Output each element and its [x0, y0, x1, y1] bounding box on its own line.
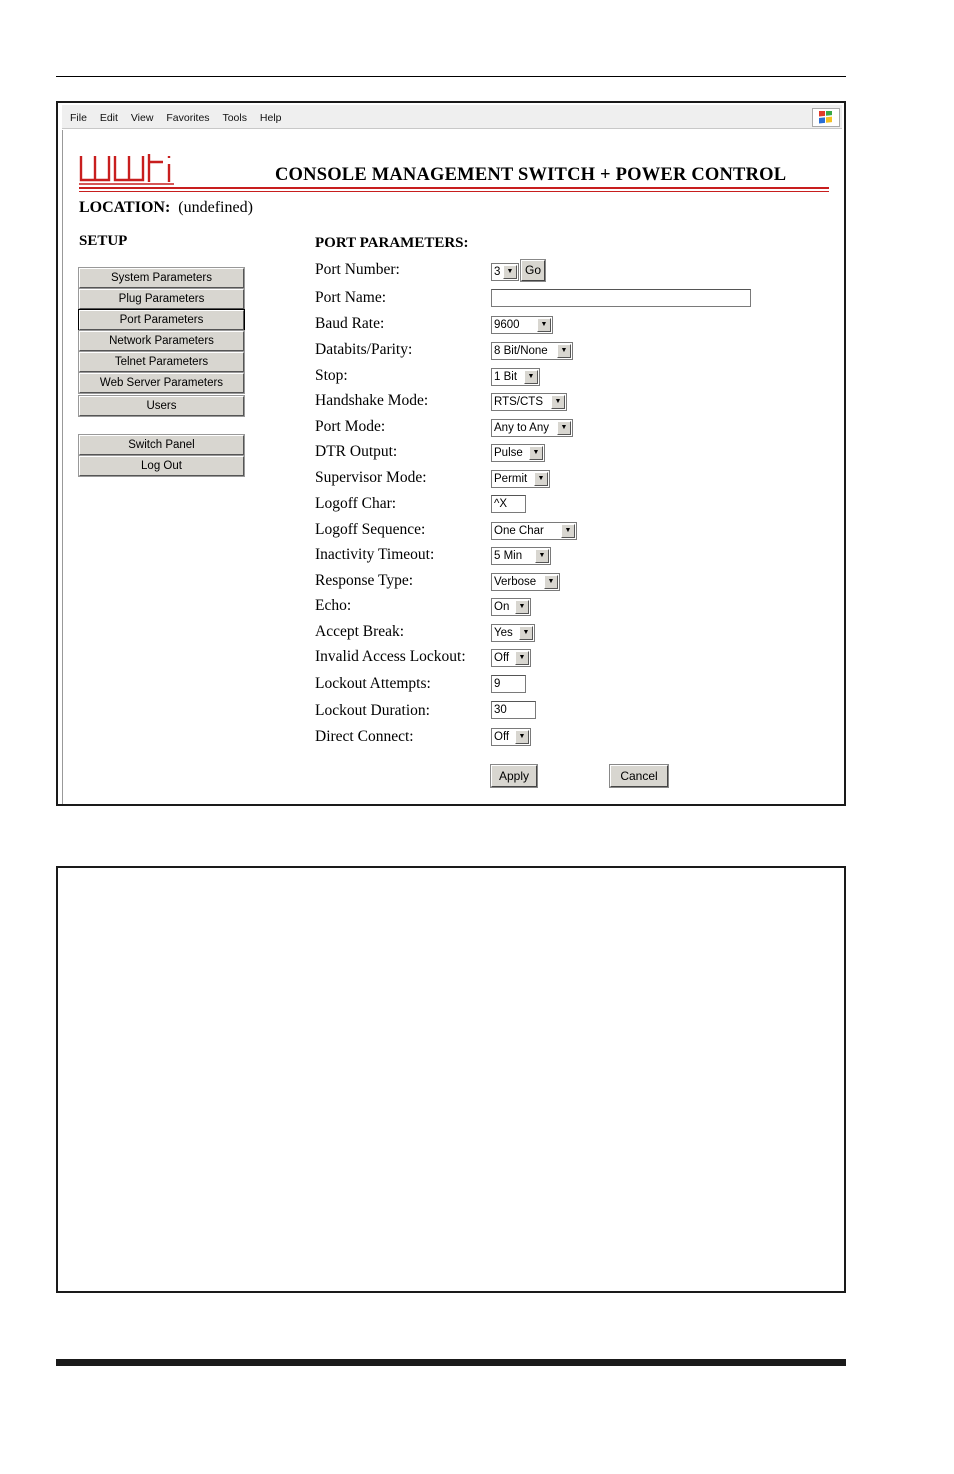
direct-connect-select[interactable]	[491, 728, 531, 746]
chevron-down-icon: ▼	[537, 318, 551, 332]
port-mode-label: Port Mode:	[315, 418, 386, 435]
menu-file[interactable]: File	[70, 112, 87, 124]
stop-value: 1 Bit	[494, 371, 518, 383]
wti-logo-icon	[79, 152, 175, 186]
invalid-access-lockout-label: Invalid Access Lockout:	[315, 648, 466, 665]
logoff-char-label: Logoff Char:	[315, 495, 397, 512]
lockout-duration-label: Lockout Duration:	[315, 702, 430, 719]
inactivity-timeout-value: 5 Min	[494, 550, 523, 562]
databits-parity-select[interactable]	[491, 342, 573, 360]
chevron-down-icon: ▼	[515, 730, 529, 744]
port-mode-value: Any to Any	[494, 422, 549, 434]
nav-system-parameters[interactable]: System Parameters	[79, 268, 244, 288]
apply-button[interactable]: Apply	[491, 765, 537, 787]
chevron-down-icon: ▼	[534, 472, 548, 486]
empty-frame	[56, 866, 846, 1293]
setup-heading: SETUP	[79, 233, 128, 249]
baud-rate-select[interactable]	[491, 316, 553, 334]
port-number-select[interactable]	[491, 263, 519, 281]
invalid-access-lockout-value: Off	[494, 652, 510, 664]
accept-break-value: Yes	[494, 627, 513, 639]
nav-port-parameters[interactable]: Port Parameters	[79, 310, 244, 330]
chevron-down-icon: ▼	[535, 549, 549, 563]
chevron-down-icon: ▼	[515, 600, 529, 614]
windows-flag-icon	[812, 108, 840, 127]
stop-select[interactable]	[491, 368, 540, 386]
page-top-rule	[56, 76, 846, 77]
port-name-input[interactable]	[491, 289, 751, 307]
header-rule	[79, 187, 829, 189]
handshake-mode-select[interactable]	[491, 393, 567, 411]
nav-web-server-parameters[interactable]: Web Server Parameters	[79, 373, 244, 393]
chevron-down-icon: ▼	[519, 626, 533, 640]
header-rule-thin	[79, 191, 829, 192]
chevron-down-icon: ▼	[557, 421, 571, 435]
nav-users[interactable]: Users	[79, 396, 244, 416]
menu-edit[interactable]: Edit	[99, 112, 118, 124]
browser-window	[56, 101, 846, 806]
menu-view[interactable]: View	[130, 112, 154, 124]
logoff-sequence-select[interactable]	[491, 522, 577, 540]
stop-label: Stop:	[315, 367, 348, 384]
databits-parity-value: 8 Bit/None	[494, 345, 548, 357]
lockout-attempts-label: Lockout Attempts:	[315, 675, 431, 692]
chevron-down-icon: ▼	[529, 446, 543, 460]
page-content	[62, 130, 844, 804]
page-bottom-rule	[56, 1359, 846, 1366]
port-name-label: Port Name:	[315, 289, 387, 306]
form-title: PORT PARAMETERS:	[315, 235, 469, 251]
accept-break-label: Accept Break:	[315, 623, 405, 640]
nav-network-parameters[interactable]: Network Parameters	[79, 331, 244, 351]
port-number-label: Port Number:	[315, 261, 400, 278]
menu-tools[interactable]: Tools	[222, 112, 247, 124]
echo-value: On	[494, 601, 510, 613]
chevron-down-icon: ▼	[515, 651, 529, 665]
supervisor-mode-value: Permit	[494, 473, 528, 485]
accept-break-select[interactable]	[491, 624, 535, 642]
logoff-sequence-label: Logoff Sequence:	[315, 521, 426, 538]
nav-plug-parameters[interactable]: Plug Parameters	[79, 289, 244, 309]
dtr-output-select[interactable]	[491, 444, 545, 462]
menu-favorites[interactable]: Favorites	[166, 112, 210, 124]
supervisor-mode-select[interactable]	[491, 470, 550, 488]
chevron-down-icon: ▼	[503, 265, 517, 279]
chevron-down-icon: ▼	[557, 344, 571, 358]
port-mode-select[interactable]	[491, 419, 573, 437]
chevron-down-icon: ▼	[524, 370, 538, 384]
direct-connect-value: Off	[494, 731, 510, 743]
chevron-down-icon: ▼	[551, 395, 565, 409]
supervisor-mode-label: Supervisor Mode:	[315, 469, 427, 486]
port-number-value: 3	[494, 266, 501, 278]
dtr-output-value: Pulse	[494, 447, 523, 459]
response-type-select[interactable]	[491, 573, 560, 591]
dtr-output-label: DTR Output:	[315, 443, 398, 460]
response-type-label: Response Type:	[315, 572, 414, 589]
databits-parity-label: Databits/Parity:	[315, 341, 413, 358]
lockout-attempts-input[interactable]: 9	[491, 675, 526, 693]
response-type-value: Verbose	[494, 576, 537, 588]
page-title: CONSOLE MANAGEMENT SWITCH + POWER CONTROL	[275, 165, 787, 185]
location-label: LOCATION:	[79, 199, 171, 216]
baud-rate-label: Baud Rate:	[315, 315, 385, 332]
handshake-mode-label: Handshake Mode:	[315, 392, 429, 409]
log-out-button[interactable]: Log Out	[79, 456, 244, 476]
inactivity-timeout-label: Inactivity Timeout:	[315, 546, 435, 563]
menu-bar	[62, 105, 842, 129]
lockout-duration-input[interactable]: 30	[491, 701, 536, 719]
echo-label: Echo:	[315, 597, 352, 614]
baud-rate-value: 9600	[494, 319, 520, 331]
handshake-mode-value: RTS/CTS	[494, 396, 543, 408]
logoff-sequence-value: One Char	[494, 525, 544, 537]
cancel-button[interactable]: Cancel	[610, 765, 668, 787]
menu-help[interactable]: Help	[259, 112, 282, 124]
nav-telnet-parameters[interactable]: Telnet Parameters	[79, 352, 244, 372]
chevron-down-icon: ▼	[561, 524, 575, 538]
chevron-down-icon: ▼	[544, 575, 558, 589]
direct-connect-label: Direct Connect:	[315, 728, 414, 745]
inactivity-timeout-select[interactable]	[491, 547, 551, 565]
go-button[interactable]: Go	[521, 260, 545, 281]
echo-select[interactable]	[491, 598, 531, 616]
location-value: (undefined)	[178, 199, 253, 216]
switch-panel-button[interactable]: Switch Panel	[79, 435, 244, 455]
invalid-access-lockout-select[interactable]	[491, 649, 531, 667]
location-line	[79, 199, 253, 217]
logoff-char-input[interactable]: ^X	[491, 495, 526, 513]
